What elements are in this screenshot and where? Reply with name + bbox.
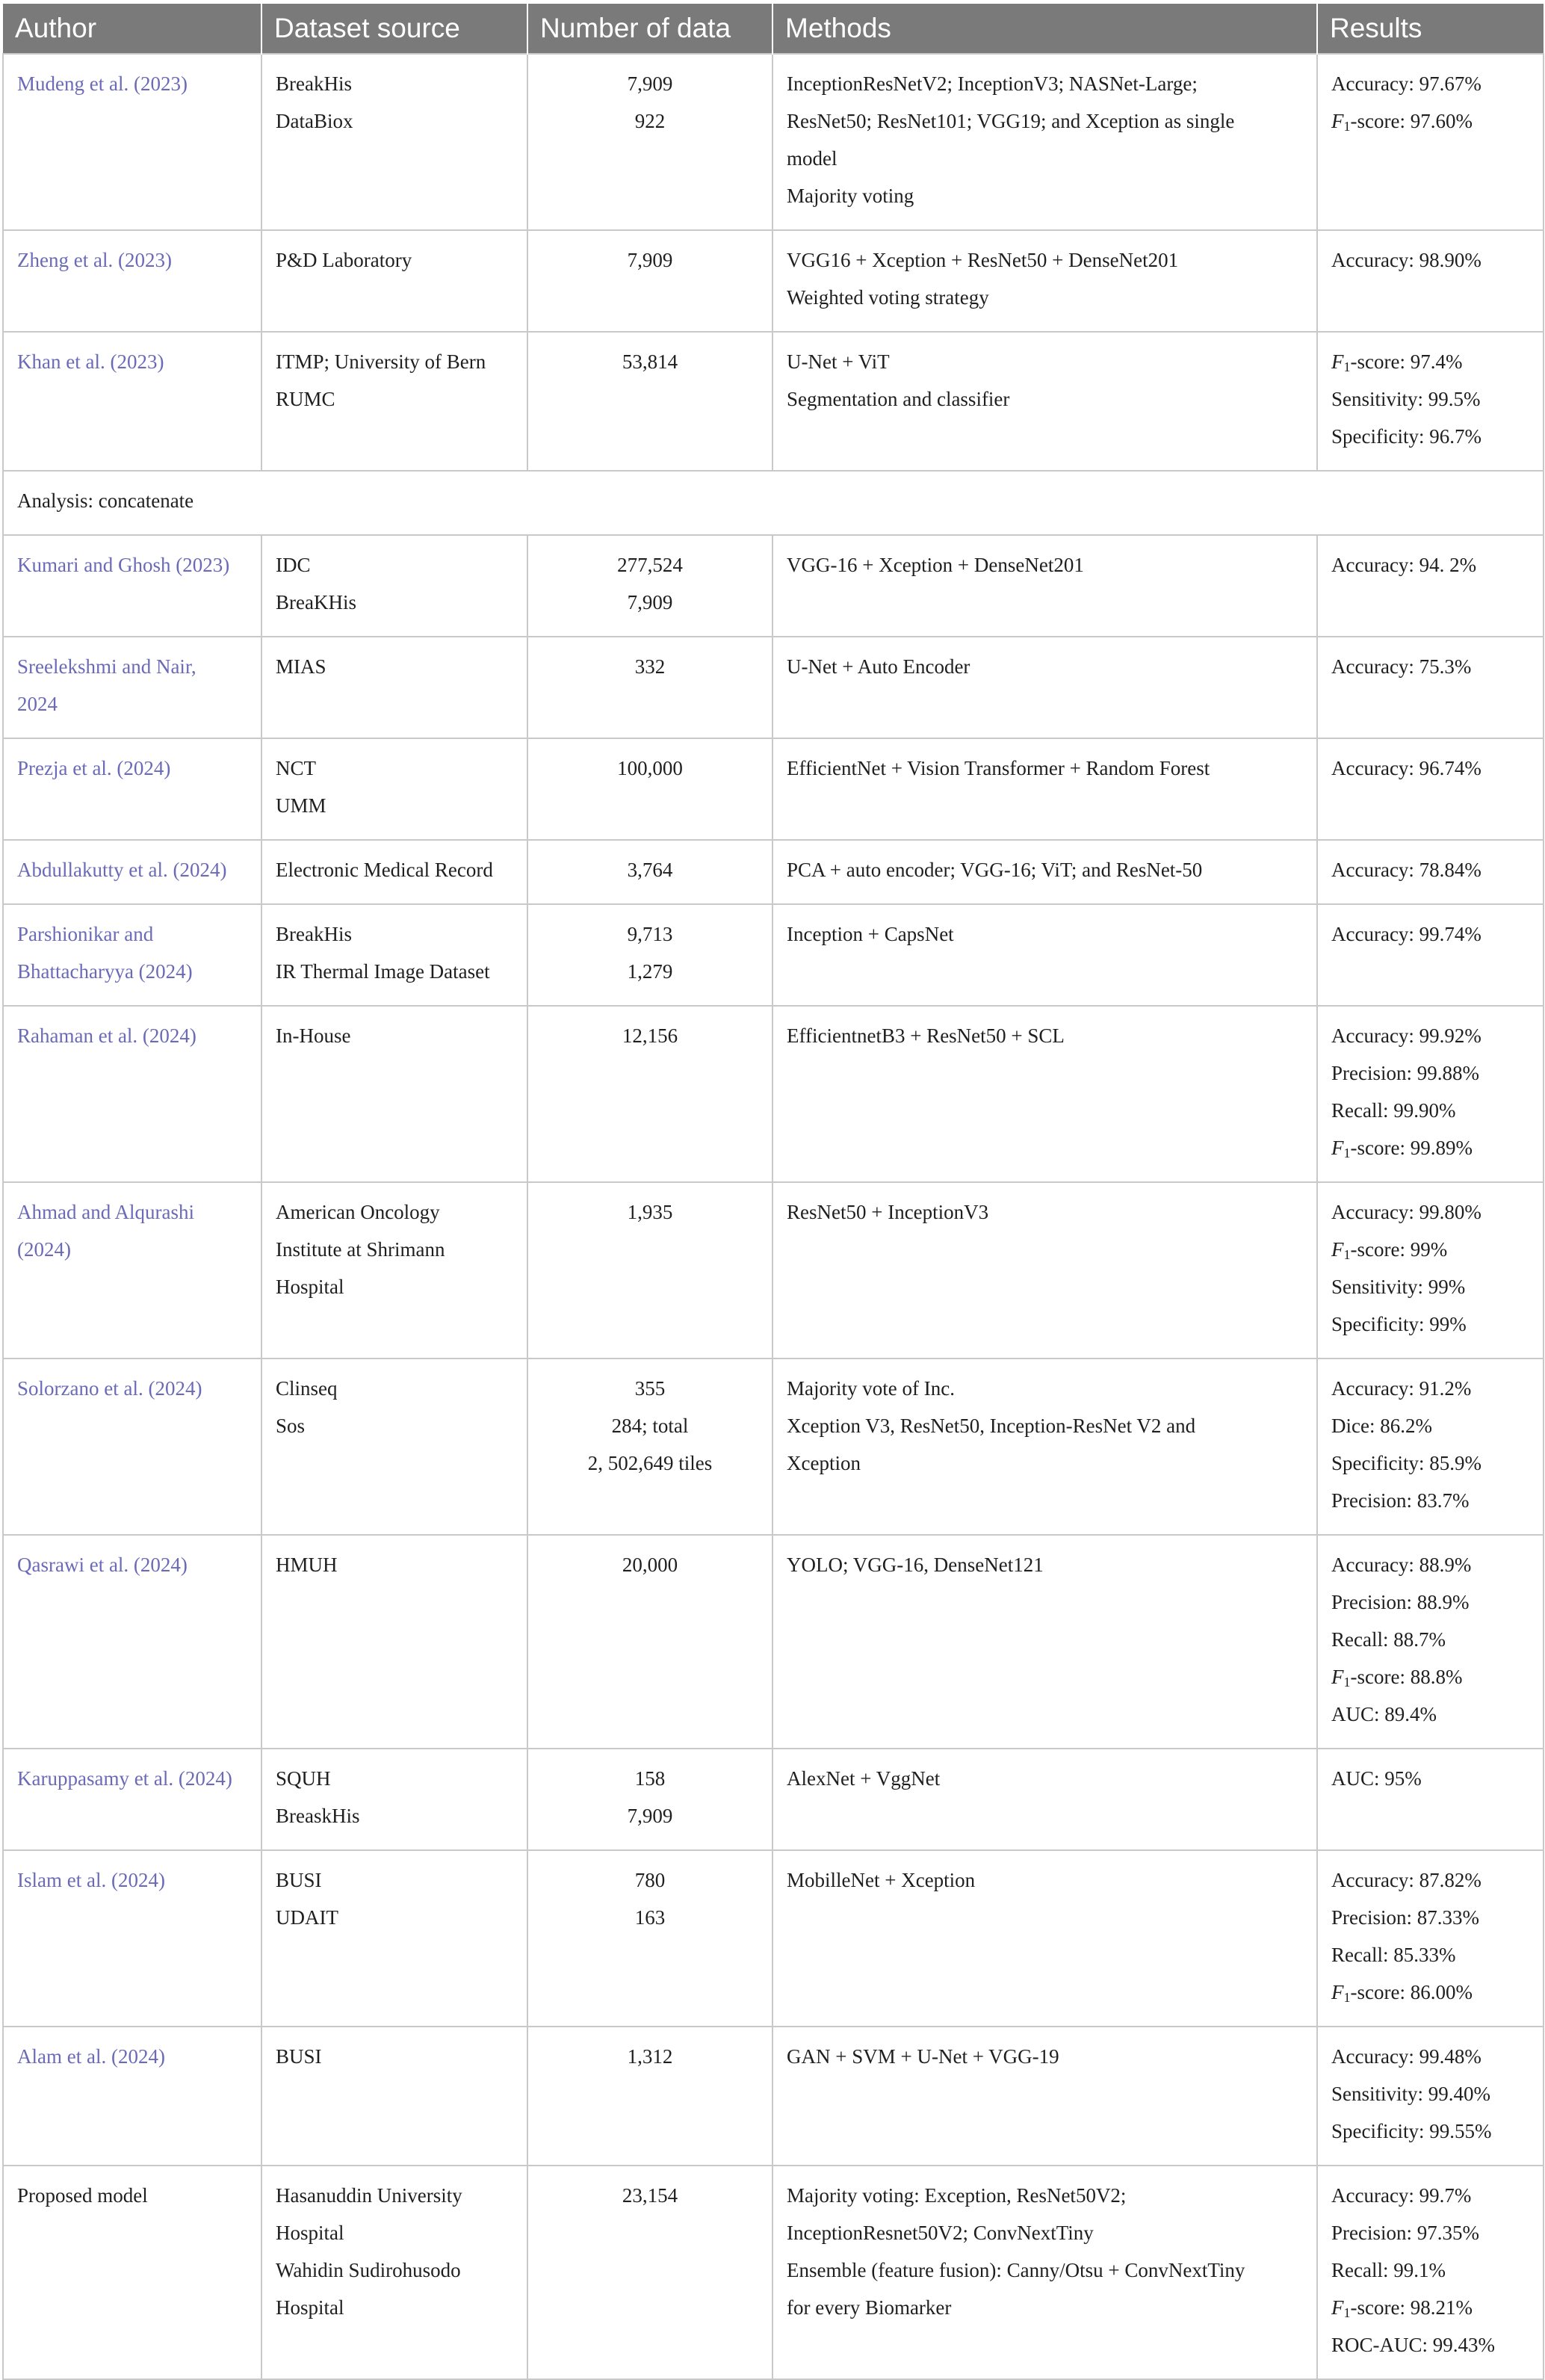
dataset-line: BreaKHis (276, 591, 356, 613)
dataset-line: Electronic Medical Record (276, 859, 493, 881)
result-line: $F_1$-score: 88.8% (1331, 1666, 1463, 1690)
dataset-line: Hospital (276, 1276, 344, 1298)
author-cell (3, 1006, 261, 1182)
methods-cell (772, 535, 1317, 637)
methods-cell (772, 2166, 1317, 2379)
result-line: Accuracy: 88.9% (1331, 1554, 1472, 1576)
author-line: Sreelekshmi and Nair, (17, 655, 196, 678)
results-cell (1317, 637, 1544, 738)
result-line: AUC: 89.4% (1331, 1703, 1437, 1725)
dataset-line: Wahidin Sudirohusodo (276, 2259, 461, 2281)
number-cell (527, 1006, 772, 1182)
header-methods: Methods (772, 4, 1317, 54)
author-cell (3, 840, 261, 904)
dataset-line: UDAIT (276, 1906, 338, 1929)
methods-line: Inception + CapsNet (787, 923, 954, 945)
dataset-cell (261, 1006, 527, 1182)
results-cell (1317, 2027, 1544, 2166)
methods-line: EfficientNet + Vision Transformer + Random Forest (787, 757, 1210, 779)
author-cell (3, 1182, 261, 1359)
number-cell (527, 535, 772, 637)
dataset-line: NCT (276, 757, 316, 779)
result-line: Accuracy: 98.90% (1331, 249, 1481, 271)
dataset-cell (261, 637, 527, 738)
dataset-cell (261, 904, 527, 1006)
dataset-cell (261, 535, 527, 637)
number-line: 1,935 (627, 1201, 673, 1223)
number-line: 780 (634, 1869, 666, 1891)
result-line: $F_1$-score: 99% (1331, 1238, 1448, 1262)
dataset-line: SQUH (276, 1767, 331, 1790)
author-cell (3, 1359, 261, 1535)
dataset-line: Hasanuddin University (276, 2184, 462, 2207)
result-line: $F_1$-score: 97.4% (1331, 350, 1463, 374)
methods-line: ResNet50; ResNet101; VGG19; and Xception as single (787, 110, 1235, 132)
number-line: 2, 502,649 tiles (587, 1452, 713, 1474)
result-line: Sensitivity: 99.5% (1331, 388, 1481, 410)
methods-line: AlexNet + VggNet (787, 1767, 941, 1790)
author-cell (3, 738, 261, 840)
results-cell (1317, 54, 1544, 230)
dataset-line: HMUH (276, 1554, 338, 1576)
header-results: Results (1317, 4, 1544, 54)
author-cell (3, 2027, 261, 2166)
author-line: Proposed model (17, 2184, 148, 2207)
results-cell (1317, 332, 1544, 471)
result-line: Accuracy: 99.48% (1331, 2045, 1481, 2068)
table-row (3, 1749, 1544, 1850)
dataset-line: IR Thermal Image Dataset (276, 960, 490, 983)
dataset-line: DataBiox (276, 110, 353, 132)
results-cell (1317, 1749, 1544, 1850)
author-cell (3, 1850, 261, 2027)
methods-line: GAN + SVM + U-Net + VGG-19 (787, 2045, 1059, 2068)
methods-cell (772, 738, 1317, 840)
results-cell (1317, 904, 1544, 1006)
number-cell (527, 1749, 772, 1850)
result-line: AUC: 95% (1331, 1767, 1422, 1790)
methods-line: model (787, 147, 837, 170)
result-line: Precision: 99.88% (1331, 1062, 1479, 1084)
number-line: 20,000 (622, 1554, 678, 1576)
number-cell (527, 1359, 772, 1535)
dataset-line: UMM (276, 794, 326, 817)
methods-line: for every Biomarker (787, 2296, 952, 2319)
results-cell (1317, 840, 1544, 904)
result-line: Accuracy: 99.74% (1331, 923, 1481, 945)
dataset-cell (261, 1749, 527, 1850)
author-cell (3, 54, 261, 230)
table-row (3, 332, 1544, 471)
author-line: Zheng et al. (2023) (17, 249, 172, 271)
methods-line: Majority vote of Inc. (787, 1377, 955, 1400)
dataset-line: Clinseq (276, 1377, 338, 1400)
results-cell (1317, 535, 1544, 637)
result-line: Precision: 88.9% (1331, 1591, 1470, 1613)
methods-line: Majority voting (787, 185, 914, 207)
result-line: Specificity: 99.55% (1331, 2120, 1492, 2142)
table-row (3, 1182, 1544, 1359)
methods-line: ResNet50 + InceptionV3 (787, 1201, 989, 1223)
number-line: 277,524 (617, 554, 683, 576)
dataset-cell (261, 738, 527, 840)
methods-line: Xception V3, ResNet50, Inception-ResNet V2 and (787, 1415, 1196, 1437)
dataset-line: BreakHis (276, 923, 352, 945)
result-line: Sensitivity: 99% (1331, 1276, 1466, 1298)
result-line: Specificity: 85.9% (1331, 1452, 1481, 1474)
methods-cell (772, 1749, 1317, 1850)
table-row (3, 1359, 1544, 1535)
number-cell (527, 2166, 772, 2379)
methods-line: Ensemble (feature fusion): Canny/Otsu + ConvNextTiny (787, 2259, 1245, 2281)
methods-line: Weighted voting strategy (787, 286, 989, 309)
result-line: Accuracy: 91.2% (1331, 1377, 1472, 1400)
author-line: Parshionikar and (17, 923, 154, 945)
methods-line: InceptionResnet50V2; ConvNextTiny (787, 2222, 1094, 2244)
methods-cell (772, 904, 1317, 1006)
results-cell (1317, 2166, 1544, 2379)
results-cell (1317, 230, 1544, 332)
methods-line: VGG16 + Xception + ResNet50 + DenseNet201 (787, 249, 1179, 271)
methods-cell (772, 54, 1317, 230)
author-line: Solorzano et al. (2024) (17, 1377, 202, 1400)
dataset-cell (261, 1182, 527, 1359)
number-line: 7,909 (627, 249, 673, 271)
result-line: Recall: 99.90% (1331, 1099, 1456, 1122)
dataset-line: MIAS (276, 655, 326, 678)
methods-line: U-Net + ViT (787, 350, 890, 373)
dataset-cell (261, 1359, 527, 1535)
number-cell (527, 54, 772, 230)
table-row (3, 2166, 1544, 2379)
methods-line: Xception (787, 1452, 861, 1474)
number-line: 355 (634, 1377, 666, 1400)
methods-line: MobilleNet + Xception (787, 1869, 976, 1891)
methods-line: VGG-16 + Xception + DenseNet201 (787, 554, 1084, 576)
section-row (3, 471, 1544, 535)
methods-line: U-Net + Auto Encoder (787, 655, 970, 678)
dataset-line: Hospital (276, 2222, 344, 2244)
table-row (3, 637, 1544, 738)
results-cell (1317, 1850, 1544, 2027)
dataset-line: American Oncology (276, 1201, 440, 1223)
author-cell (3, 535, 261, 637)
number-line: 163 (634, 1906, 666, 1929)
methods-line: YOLO; VGG-16, DenseNet121 (787, 1554, 1044, 1576)
result-line: Specificity: 96.7% (1331, 425, 1481, 448)
dataset-line: BreakHis (276, 72, 352, 95)
header-number-of-data: Number of data (527, 4, 772, 54)
methods-line: Segmentation and classifier (787, 388, 1010, 410)
table-row (3, 2027, 1544, 2166)
number-cell (527, 1182, 772, 1359)
header-row (3, 4, 1544, 54)
dataset-line: Sos (276, 1415, 306, 1437)
result-line: Accuracy: 99.7% (1331, 2184, 1472, 2207)
table-row (3, 904, 1544, 1006)
number-line: 332 (634, 655, 666, 678)
table-body (3, 54, 1544, 2379)
number-cell (527, 637, 772, 738)
table-row (3, 840, 1544, 904)
dataset-line: RUMC (276, 388, 335, 410)
author-cell (3, 230, 261, 332)
dataset-line: ITMP; University of Bern (276, 350, 486, 373)
author-line: Karuppasamy et al. (2024) (17, 1767, 232, 1790)
result-line: Accuracy: 75.3% (1331, 655, 1472, 678)
number-line: 7,909 (627, 72, 673, 95)
comparison-table (2, 4, 1544, 2380)
methods-cell (772, 1850, 1317, 2027)
result-line: $F_1$-score: 99.89% (1331, 1137, 1473, 1160)
results-cell (1317, 1535, 1544, 1749)
dataset-line: IDC (276, 554, 311, 576)
author-cell (3, 1749, 261, 1850)
dataset-line: BUSI (276, 2045, 322, 2068)
methods-line: PCA + auto encoder; VGG-16; ViT; and ResNet-50 (787, 859, 1203, 881)
table-row (3, 230, 1544, 332)
results-cell (1317, 1359, 1544, 1535)
methods-cell (772, 230, 1317, 332)
result-line: $F_1$-score: 97.60% (1331, 110, 1473, 134)
table-row (3, 535, 1544, 637)
number-line: 922 (634, 110, 666, 132)
header-author: Author (3, 4, 261, 54)
methods-cell (772, 840, 1317, 904)
number-line: 1,279 (627, 960, 673, 983)
number-cell (527, 332, 772, 471)
methods-cell (772, 637, 1317, 738)
author-line: Kumari and Ghosh (2023) (17, 554, 230, 576)
methods-cell (772, 2027, 1317, 2166)
result-line: Accuracy: 94. 2% (1331, 554, 1477, 576)
result-line: $F_1$-score: 98.21% (1331, 2296, 1473, 2320)
table-row (3, 738, 1544, 840)
number-line: 9,713 (627, 923, 673, 945)
dataset-cell (261, 54, 527, 230)
result-line: Accuracy: 99.92% (1331, 1024, 1481, 1047)
number-cell (527, 1535, 772, 1749)
dataset-cell (261, 840, 527, 904)
dataset-cell (261, 1850, 527, 2027)
number-cell (527, 1850, 772, 2027)
results-cell (1317, 738, 1544, 840)
dataset-line: BreaskHis (276, 1805, 360, 1827)
number-cell (527, 2027, 772, 2166)
dataset-line: P&D Laboratory (276, 249, 412, 271)
result-line: Dice: 86.2% (1331, 1415, 1432, 1437)
number-line: 12,156 (622, 1024, 678, 1047)
table-row (3, 1850, 1544, 2027)
dataset-cell (261, 230, 527, 332)
result-line: Precision: 87.33% (1331, 1906, 1479, 1929)
section-label: Analysis: concatenate (3, 471, 1544, 535)
methods-line: Majority voting: Exception, ResNet50V2; (787, 2184, 1127, 2207)
author-line: Khan et al. (2023) (17, 350, 164, 373)
dataset-cell (261, 2027, 527, 2166)
result-line: Accuracy: 78.84% (1331, 859, 1481, 881)
author-line: (2024) (17, 1238, 71, 1261)
dataset-cell (261, 1535, 527, 1749)
result-line: Accuracy: 97.67% (1331, 72, 1481, 95)
author-cell (3, 1535, 261, 1749)
number-line: 23,154 (622, 2184, 678, 2207)
methods-line: InceptionResNetV2; InceptionV3; NASNet-Large; (787, 72, 1198, 95)
dataset-line: Hospital (276, 2296, 344, 2319)
methods-cell (772, 1006, 1317, 1182)
author-line: 2024 (17, 693, 58, 715)
author-line: Rahaman et al. (2024) (17, 1024, 196, 1047)
author-cell (3, 332, 261, 471)
table-header (3, 4, 1544, 54)
methods-cell (772, 1359, 1317, 1535)
number-cell (527, 738, 772, 840)
number-line: 7,909 (627, 591, 673, 613)
result-line: Specificity: 99% (1331, 1313, 1467, 1335)
result-line: Recall: 85.33% (1331, 1944, 1456, 1966)
dataset-line: BUSI (276, 1869, 322, 1891)
dataset-cell (261, 2166, 527, 2379)
author-cell (3, 904, 261, 1006)
number-cell (527, 904, 772, 1006)
table-row (3, 1006, 1544, 1182)
author-cell (3, 2166, 261, 2379)
result-line: Accuracy: 87.82% (1331, 1869, 1481, 1891)
result-line: Precision: 83.7% (1331, 1489, 1470, 1512)
author-line: Prezja et al. (2024) (17, 757, 171, 779)
methods-cell (772, 1182, 1317, 1359)
number-line: 284; total (611, 1415, 689, 1437)
result-line: Sensitivity: 99.40% (1331, 2083, 1491, 2105)
dataset-cell (261, 332, 527, 471)
number-cell (527, 230, 772, 332)
author-cell (3, 637, 261, 738)
author-line: Alam et al. (2024) (17, 2045, 165, 2068)
number-line: 3,764 (627, 859, 673, 881)
result-line: Precision: 97.35% (1331, 2222, 1479, 2244)
table-row (3, 54, 1544, 230)
results-cell (1317, 1006, 1544, 1182)
result-line: Accuracy: 96.74% (1331, 757, 1481, 779)
result-line: Accuracy: 99.80% (1331, 1201, 1481, 1223)
result-line: ROC-AUC: 99.43% (1331, 2334, 1496, 2356)
author-line: Abdullakutty et al. (2024) (17, 859, 227, 881)
author-line: Qasrawi et al. (2024) (17, 1554, 188, 1576)
comparison-table-container (2, 4, 1543, 2380)
result-line: Recall: 88.7% (1331, 1628, 1446, 1651)
results-cell (1317, 1182, 1544, 1359)
methods-cell (772, 332, 1317, 471)
table-row (3, 1535, 1544, 1749)
author-line: Islam et al. (2024) (17, 1869, 165, 1891)
number-line: 7,909 (627, 1805, 673, 1827)
number-line: 1,312 (627, 2045, 673, 2068)
result-line: $F_1$-score: 86.00% (1331, 1981, 1473, 2005)
author-line: Ahmad and Alqurashi (17, 1201, 194, 1223)
author-line: Mudeng et al. (2023) (17, 72, 188, 95)
author-line: Bhattacharyya (2024) (17, 960, 193, 983)
dataset-line: Institute at Shrimann (276, 1238, 445, 1261)
methods-line: EfficientnetB3 + ResNet50 + SCL (787, 1024, 1065, 1047)
header-dataset-source: Dataset source (261, 4, 527, 54)
number-line: 53,814 (622, 350, 678, 373)
methods-cell (772, 1535, 1317, 1749)
result-line: Recall: 99.1% (1331, 2259, 1446, 2281)
number-line: 158 (634, 1767, 666, 1790)
dataset-line: In-House (276, 1024, 351, 1047)
number-line: 100,000 (617, 757, 683, 779)
number-cell (527, 840, 772, 904)
